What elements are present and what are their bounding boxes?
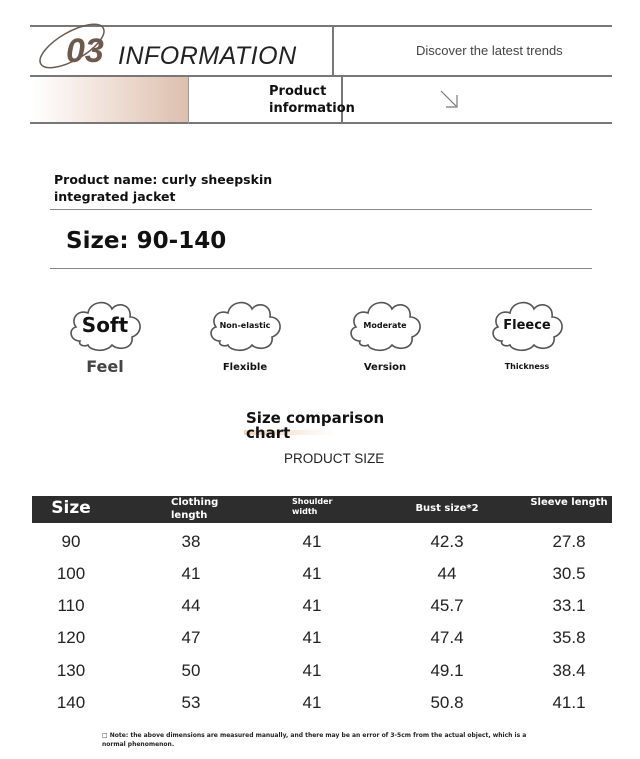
table-cell: 110 [57, 596, 85, 615]
size-range: Size: 90-140 [66, 228, 227, 254]
table-cell: 100 [56, 564, 86, 583]
table-cell: 120 [56, 628, 86, 647]
table-cell: 38 [181, 532, 201, 551]
feature-label: Flexible [222, 362, 268, 373]
cloud-text: Non-elastic [219, 320, 271, 330]
cloud-badge [488, 297, 566, 353]
table-cell: 47.4 [430, 628, 464, 647]
table-cell: 33.1 [552, 596, 586, 615]
table-cell: 90 [61, 532, 81, 551]
divider [50, 209, 592, 210]
table-cell: 41.1 [552, 693, 586, 712]
column-header: Shoulder width [292, 497, 333, 516]
cloud-badge [66, 297, 144, 353]
table-cell: 41 [302, 532, 322, 551]
table-cell: 41 [302, 661, 322, 680]
section-number: 03 [66, 32, 104, 70]
chart-subtitle: PRODUCT SIZE [284, 451, 385, 466]
table-cell: 41 [302, 564, 322, 583]
cloud-badge [206, 297, 284, 353]
product-name: Product name: curly sheepskin integrated jacket [54, 172, 273, 204]
table-cell: 38.4 [552, 661, 586, 680]
table-cell: 30.5 [552, 564, 586, 583]
column-header: Sleeve length [530, 497, 608, 508]
table-cell: 41 [302, 596, 322, 615]
table-cell: 41 [302, 693, 322, 712]
table-cell: 53 [181, 693, 201, 712]
table-cell: 140 [56, 693, 86, 712]
divider [332, 25, 334, 75]
divider [30, 122, 612, 124]
table-cell: 130 [56, 661, 86, 680]
tagline: Discover the latest trends [416, 43, 563, 58]
table-cell: 41 [302, 628, 322, 647]
cloud-badge [346, 297, 424, 353]
table-cell: 44 [437, 564, 457, 583]
table-cell: 41 [181, 564, 201, 583]
table-cell: 45.7 [430, 596, 464, 615]
gradient-band [32, 77, 188, 122]
cloud-text: Fleece [503, 317, 551, 333]
section-label: Product information [269, 84, 355, 116]
table-cell: 35.8 [552, 628, 586, 647]
cloud-text: Soft [81, 313, 129, 337]
divider [50, 268, 592, 269]
arrow-down-right-icon [438, 88, 462, 110]
cloud-text: Moderate [363, 320, 407, 330]
table-cell: 50.8 [430, 693, 464, 712]
table-cell: 50 [181, 661, 201, 680]
divider [188, 77, 189, 124]
feature-label: Thickness [504, 362, 550, 371]
feature-label: Version [363, 362, 407, 373]
divider [30, 25, 612, 27]
table-cell: 44 [181, 596, 201, 615]
measurement-note: □ Note: the above dimensions are measured manually, and there may be an error of 3-5cm from the actual object, which is a normal phenomenon. [102, 732, 527, 748]
chart-title: Size comparison chart [246, 409, 385, 442]
column-header: Clothing length [171, 497, 219, 521]
table-cell: 47 [181, 628, 201, 647]
table-cell: 49.1 [430, 661, 464, 680]
feature-label: Feel [86, 357, 124, 376]
column-header: Size [51, 498, 91, 518]
column-header: Bust size*2 [415, 503, 479, 514]
header-title: INFORMATION [118, 42, 297, 70]
table-cell: 42.3 [430, 532, 464, 551]
table-cell: 27.8 [552, 532, 586, 551]
